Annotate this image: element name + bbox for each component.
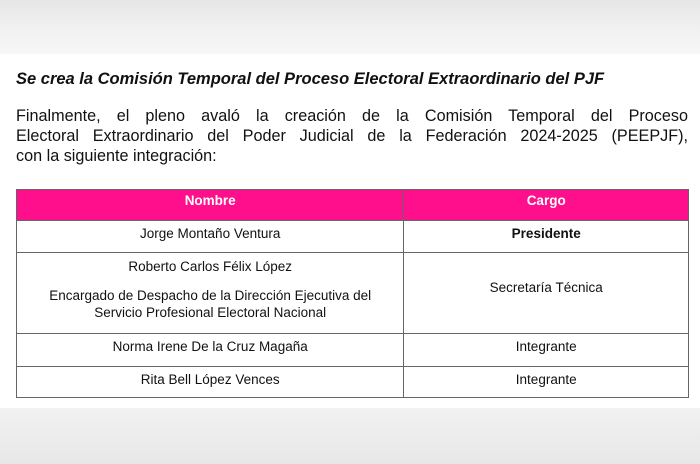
- spacer: [25, 275, 395, 287]
- member-name-cell: [17, 253, 404, 334]
- blurred-top-band: [0, 0, 700, 54]
- member-cargo: Integrante: [404, 334, 689, 367]
- member-name: Norma Irene De la Cruz Magaña: [17, 334, 404, 367]
- table-header-row: [17, 190, 689, 221]
- member-name: Jorge Montaño Ventura: [17, 221, 404, 253]
- member-name: Roberto Carlos Félix López: [128, 259, 292, 274]
- table-row: [17, 367, 689, 398]
- table-row: [17, 253, 689, 334]
- member-note-line-2: Servicio Profesional Electoral Nacional: [94, 305, 327, 320]
- blurred-bottom-band: [0, 408, 700, 464]
- column-header-nombre: Nombre: [17, 190, 404, 221]
- paragraph-line-3: con la siguiente integración:: [16, 147, 217, 165]
- column-header-cargo: Cargo: [404, 190, 689, 221]
- intro-paragraph: [16, 106, 688, 166]
- member-note-line-1: Encargado de Despacho de la Dirección Ejecutiva del: [49, 288, 372, 303]
- paragraph-line-2: Electoral Extraordinario del Poder Judicial de la Federación 2024-2025 (PEEPJF),: [16, 127, 688, 145]
- member-cargo: Presidente: [404, 221, 689, 253]
- section-heading: Se crea la Comisión Temporal del Proceso Electoral Extraordinario del PJF: [16, 70, 605, 88]
- document-page: [0, 54, 700, 408]
- table-row: [17, 334, 689, 367]
- member-cargo: Secretaría Técnica: [489, 280, 603, 295]
- commission-members-table: [16, 189, 689, 398]
- member-name: Rita Bell López Vences: [17, 367, 404, 398]
- member-cargo: Integrante: [404, 367, 689, 398]
- paragraph-line-1: Finalmente, el pleno avaló la creación de la Comisión Temporal del Proceso: [16, 107, 688, 125]
- table-row: [17, 221, 689, 253]
- member-cargo-cell: [404, 253, 689, 334]
